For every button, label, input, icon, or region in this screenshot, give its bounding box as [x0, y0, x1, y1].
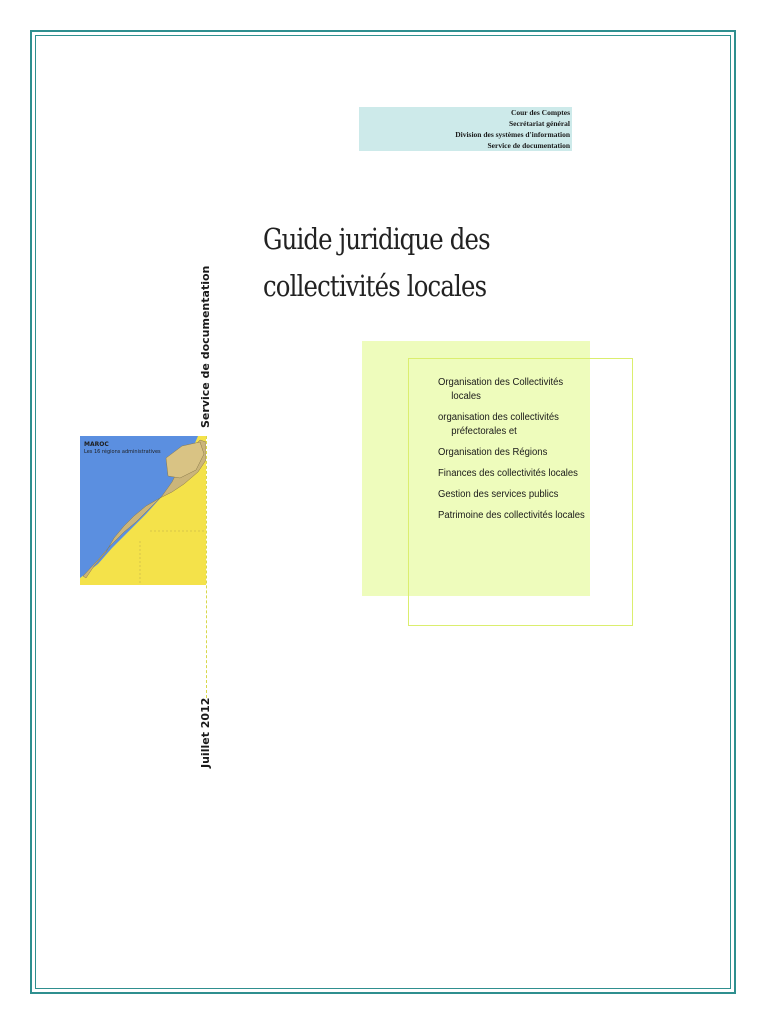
org-line-court: Cour des Comptes — [510, 108, 570, 117]
map-subtitle: Les 16 régions administratives — [84, 449, 161, 455]
topics-list — [438, 376, 628, 530]
topic-item — [438, 509, 619, 523]
topic-text: Organisation des Régions — [438, 447, 548, 458]
topic-text-cont: préfectorales et — [451, 426, 517, 437]
morocco-regions-map — [80, 436, 206, 585]
topic-text: Organisation des Collectivités — [438, 377, 564, 388]
topic-item — [438, 467, 619, 481]
topic-item — [438, 488, 619, 502]
topic-text: organisation des collectivités — [438, 412, 559, 423]
title-line-2: collectivités locales — [263, 269, 487, 303]
topic-text-cont: locales — [451, 391, 481, 402]
topic-text: Finances des collectivités locales — [438, 468, 578, 479]
topic-item — [438, 411, 619, 439]
vertical-divider — [206, 436, 207, 698]
topic-text: Gestion des services publics — [438, 489, 559, 500]
topic-item — [438, 446, 619, 460]
org-line-secretariat: Secrétariat général — [508, 119, 570, 128]
document-title — [263, 216, 532, 310]
title-line-1: Guide juridique des — [263, 222, 490, 256]
date-label-vertical: Juillet 2012 — [199, 697, 212, 768]
org-line-division: Division des systèmes d'information — [455, 130, 570, 139]
topic-text: Patrimoine des collectivités locales — [438, 510, 585, 521]
service-label-vertical: Service de documentation — [199, 265, 212, 428]
organization-header — [359, 107, 572, 151]
topic-item — [438, 376, 619, 404]
org-line-service: Service de documentation — [487, 141, 570, 150]
map-title: MAROC — [84, 441, 109, 448]
